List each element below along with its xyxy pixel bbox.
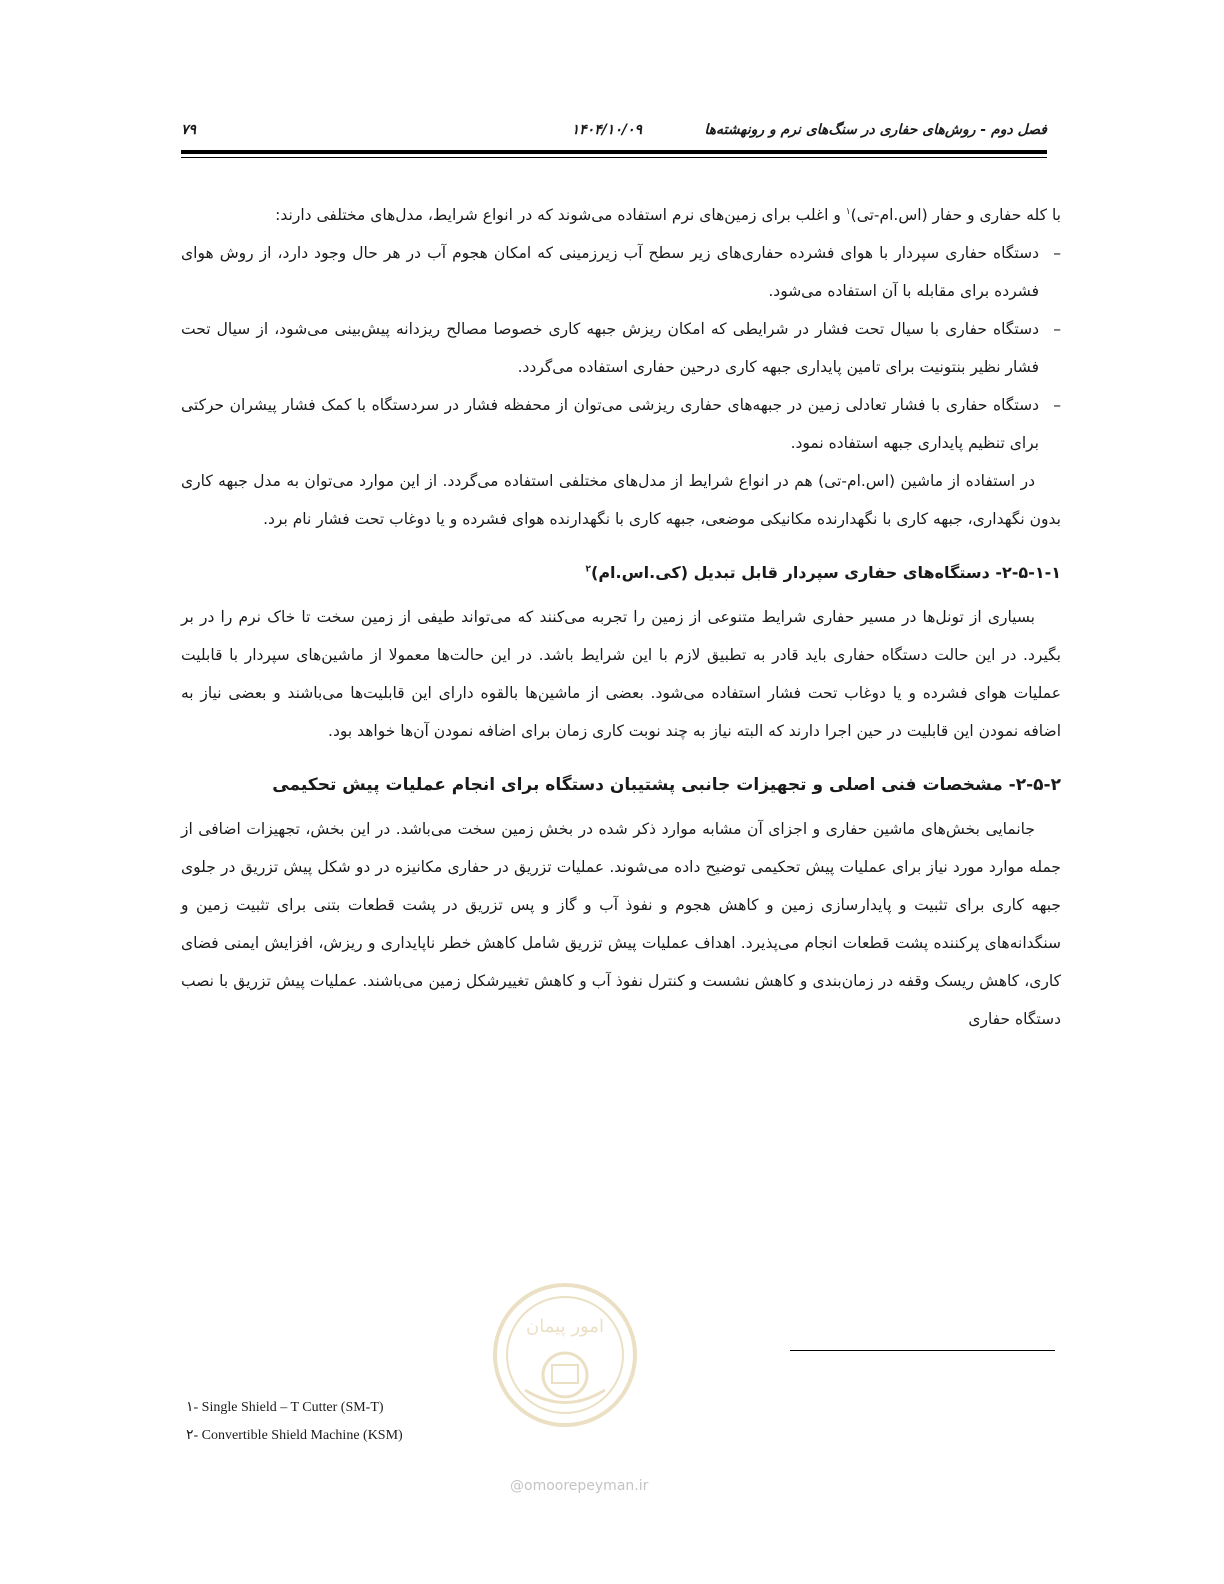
intro-text-cont: و اغلب برای زمین‌های نرم استفاده می‌شوند که در انواع شرایط، مدل‌های مختلفی دارند: bbox=[275, 206, 846, 224]
header-rule-thick bbox=[181, 150, 1047, 154]
watermark-caption: @omoorepeyman.ir bbox=[510, 1478, 649, 1494]
tunnels-paragraph: بسیاری از تونل‌ها در مسیر حفاری شرایط متنوعی از زمین را تجربه می‌کنند که می‌تواند طیفی از زمین سخت تا خاک نرم را در بر بگیرد. در این حالت دستگاه حفاری باید قادر به تطبیق لازم با این شرایط باشد. در این حالت‌ها معمولا از ماشین‌های سپردار با قابلیت عملیات هوای فشرده و یا دوغاب تحت فشار استفاده می‌شود. بعضی از ماشین‌ها بالقوه دارای این قابلیت‌ها می‌باشند و بعضی نیاز به اضافه نمودن این قابلیت در حین اجرا دارند که البته نیاز به چند نوبت کاری زمان برای اضافه نمودن آن‌ها خواهد بود. bbox=[181, 608, 1061, 740]
page-number: ۷۹ bbox=[181, 122, 197, 138]
list-item-text: دستگاه حفاری با سیال تحت فشار در شرایطی که امکان ریزش جبهه کاری خصوصا مصالح ریزدانه پیش‌بینی می‌شود، از سیال تحت فشار نظیر بنتونیت برای تامین پایداری جبهه کاری درحین حفاری استفاده می‌گردد. bbox=[181, 320, 1039, 376]
list-item bbox=[181, 310, 1061, 386]
chapter-title: فصل دوم - روش‌های حفاری در سنگ‌های نرم و رونهشته‌ها bbox=[704, 122, 1047, 138]
section-heading-2-5-1-1 bbox=[181, 554, 1061, 592]
footnote-ref-2: ۲ bbox=[585, 564, 591, 575]
section-heading-2-5-2: ۲-۵-۲- مشخصات فنی اصلی و تجهیزات جانبی پشتیبان دستگاه برای انجام عملیات پیش تحکیمی bbox=[272, 775, 1061, 795]
list-item-text: دستگاه حفاری سپردار با هوای فشرده حفاری‌های زیر سطح آب زیرزمینی که امکان هجوم آب در هر حال وجود دارد، از روش هوای فشرده برای مقابله با آن استفاده می‌شود. bbox=[181, 244, 1039, 300]
list-item bbox=[181, 386, 1061, 462]
footnote-ref-1: ۱ bbox=[845, 206, 851, 217]
intro-text: با کله حفاری و حفار (اس.ام-تی) bbox=[850, 206, 1061, 224]
shield-types-list bbox=[181, 234, 1061, 462]
dash-marker: – bbox=[1053, 244, 1061, 262]
heading-text: ۲-۵-۱-۱- دستگاه‌های حفاری سپردار قابل تبدیل (کی.اس.ام) bbox=[591, 563, 1061, 582]
equipment-paragraph: جانمایی بخش‌های ماشین حفاری و اجزای آن مشابه موارد ذکر شده در بخش زمین سخت می‌باشد. در این بخش، تجهیزات اضافی از جمله موارد مورد نیاز برای عملیات پیش تحکیمی توضیح داده می‌شوند. عملیات تزریق در حفاری مکانیزه در دو شکل پیش تزریق در جلوی جبهه کاری برای تثبیت و پایدارسازی زمین و کاهش هجوم و نفوذ آب و گاز و پس تزریق در پشت قطعات بتنی برای تثبیت زمین و سنگدانه‌های پرکننده پشت قطعات انجام می‌پذیرد. اهداف عملیات پیش تزریق شامل کاهش خطر ناپایداری و ریزش، افزایش ایمنی فضای کاری، کاهش ریسک وقفه در زمان‌بندی و کاهش نشست و کنترل نفوذ آب و کاهش تغییرشکل زمین می‌باشند. عملیات پیش تزریق با نصب دستگاه حفاری bbox=[181, 820, 1061, 1028]
dash-marker: – bbox=[1053, 320, 1061, 338]
footnote-1: ۱- Single Shield – T Cutter (SM-T) bbox=[186, 1400, 384, 1415]
body-text bbox=[181, 196, 1061, 1038]
intro-paragraph bbox=[181, 196, 1061, 234]
footnotes bbox=[186, 1394, 403, 1450]
dash-marker: – bbox=[1053, 396, 1061, 414]
header-rule-thin bbox=[181, 157, 1047, 158]
footnote-2: ۲- Convertible Shield Machine (KSM) bbox=[186, 1428, 403, 1443]
running-header bbox=[181, 118, 1047, 148]
list-item bbox=[181, 234, 1061, 310]
header-date: ۱۴۰۴/۱۰/۰۹ bbox=[571, 122, 642, 138]
machine-paragraph: در استفاده از ماشین (اس.ام-تی) هم در انواع شرایط از مدل‌های مختلفی استفاده می‌گردد. از این موارد می‌توان به مدل جبهه کاری بدون نگهداری، جبهه کاری با نگهدارنده مکانیکی موضعی، جبهه کاری با نگهدارنده هوای فشرده و یا دوغاب تحت فشار نام برد. bbox=[181, 472, 1061, 528]
list-item-text: دستگاه حفاری با فشار تعادلی زمین در جبهه‌های حفاری ریزشی می‌توان از محفظه فشار در سردستگاه با کمک فشار پیشران حرکتی برای تنظیم پایداری جبهه استفاده نمود. bbox=[181, 396, 1039, 452]
seal-watermark-icon bbox=[490, 1280, 640, 1430]
seal-text: امور پیمان bbox=[526, 1316, 604, 1337]
footnote-rule bbox=[790, 1350, 1055, 1351]
